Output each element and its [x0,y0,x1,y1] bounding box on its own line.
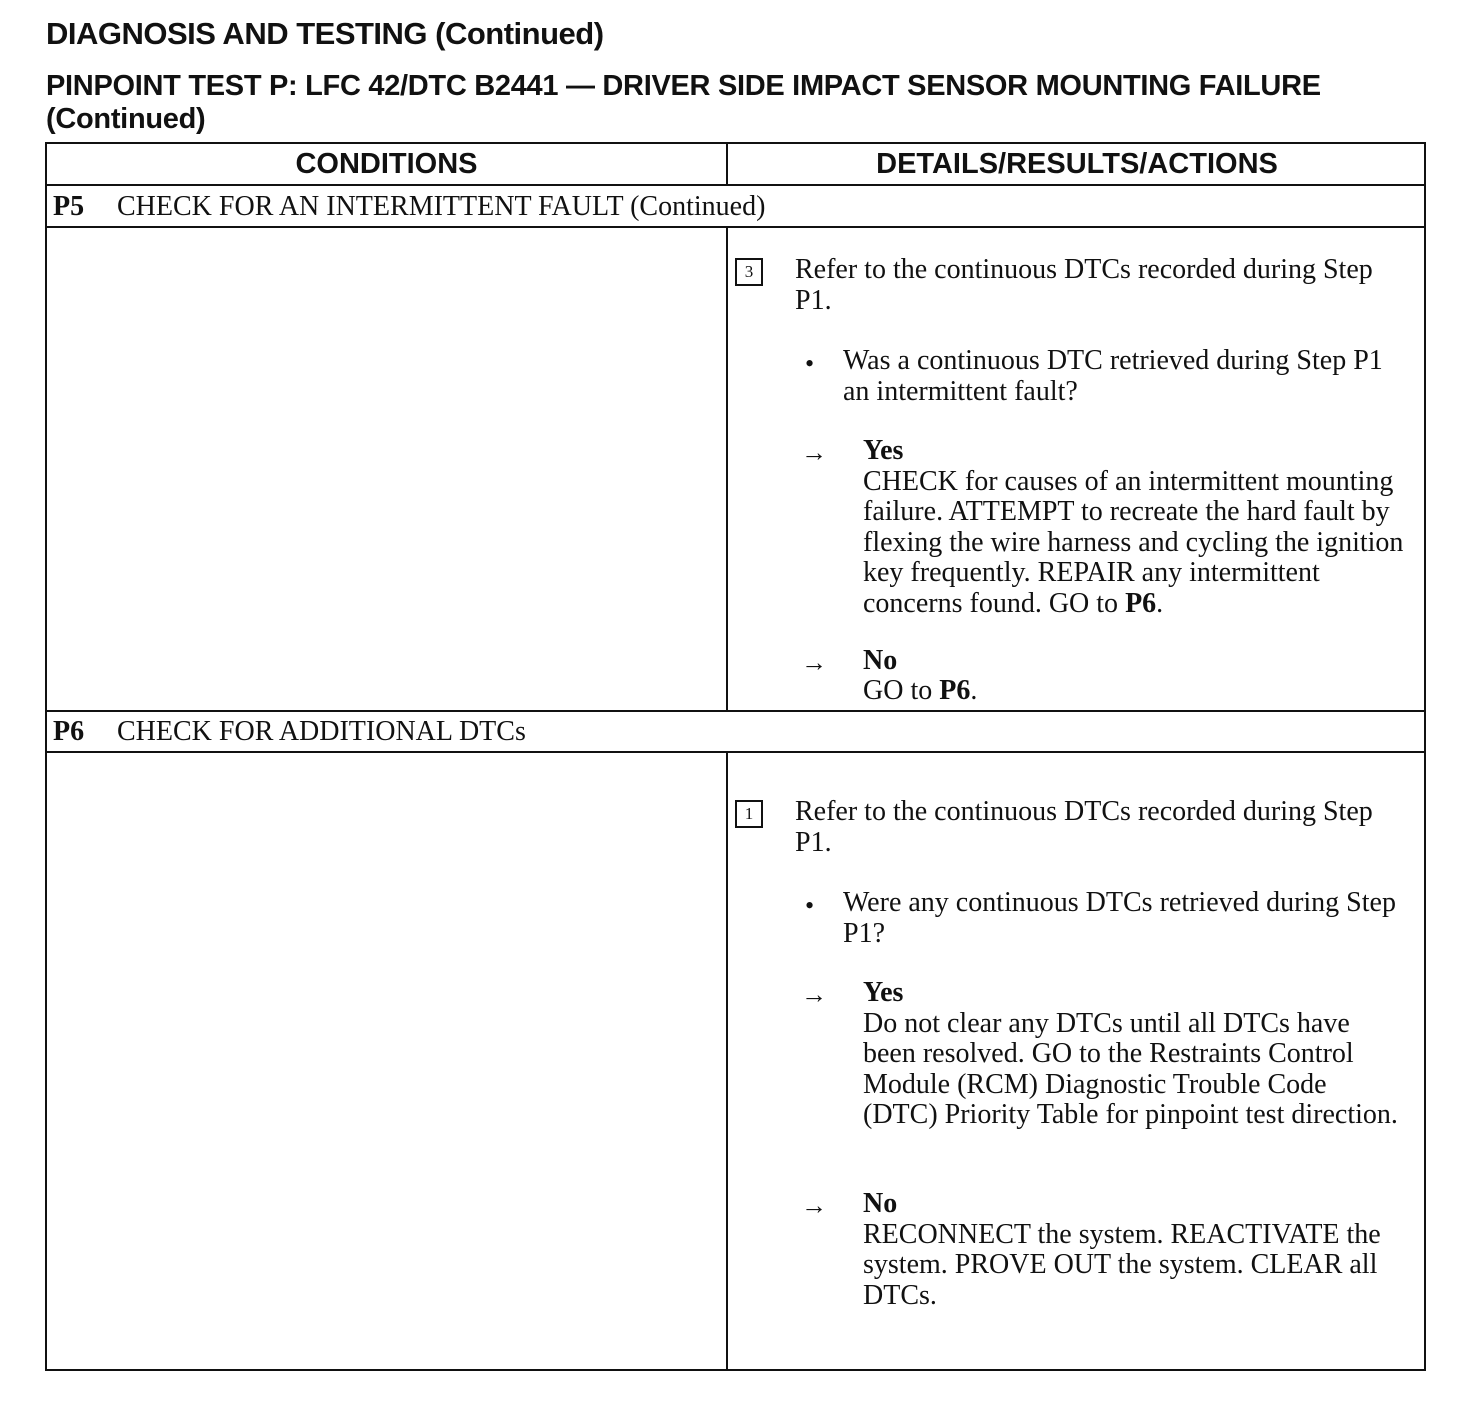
bullet-icon: • [805,891,815,920]
step-instruction: Refer to the continuous DTCs recorded during Step P1. [795,796,1373,858]
no-action: GO to [863,675,940,706]
no-action: RECONNECT the system. REACTIVATE the system. PROVE OUT the system. CLEAR all DTCs. [863,1218,1381,1311]
conditions-column-header: CONDITIONS [295,148,478,180]
yes-label: Yes [863,977,904,1008]
p6-details [735,796,1415,1356]
p6-heading [53,716,526,748]
pinpoint-test-table [45,142,1426,1371]
pinpoint-test-title: PINPOINT TEST P: LFC 42/DTC B2441 — DRIVER SIDE IMPACT SENSOR MOUNTING FAILURE (Continued) [46,70,1321,135]
step-question: Was a continuous DTC retrieved during Step P1 an intermittent fault? [843,345,1383,407]
yes-label: Yes [863,435,904,466]
no-label: No [863,645,898,676]
p6-column-divider [726,751,728,1371]
yes-action: CHECK for causes of an intermittent mounting failure. ATTEMPT to recreate the hard fault by flexing the wire harness and cycling the ignition key frequently. REPAIR any intermittent concerns found. GO to [863,465,1404,619]
p5-id: P5 [53,191,85,222]
p5-heading [53,191,765,223]
step-instruction: Refer to the continuous DTCs recorded during Step P1. [795,254,1373,316]
yes-result [863,436,1408,619]
p6-id: P6 [53,716,85,747]
page-title: DIAGNOSIS AND TESTING (Continued) [46,16,604,51]
p5-title: CHECK FOR AN INTERMITTENT FAULT (Continued) [117,191,766,222]
header-divider [47,184,1424,186]
p5-column-divider [726,226,728,710]
no-target: P6 [939,675,971,706]
arrow-right-icon: → [801,1191,827,1220]
p5-heading-divider [47,226,1424,228]
arrow-right-icon: → [801,438,827,467]
details-column-header: DETAILS/RESULTS/ACTIONS [876,148,1278,180]
yes-result [863,978,1408,1131]
step-question: Were any continuous DTCs retrieved during Step P1? [843,887,1396,949]
no-end: . [970,675,978,706]
yes-target: P6 [1125,587,1157,619]
no-label: No [863,1188,898,1219]
arrow-right-icon: → [801,980,827,1009]
p6-title: CHECK FOR ADDITIONAL DTCs [117,716,526,747]
p6-heading-divider [47,751,1424,753]
step-number-box: 1 [735,800,763,828]
arrow-right-icon: → [801,648,827,677]
bullet-icon: • [805,349,815,378]
p5-end-divider [47,710,1424,712]
no-result [863,1189,1408,1311]
p5-details [735,254,1415,710]
yes-action: Do not clear any DTCs until all DTCs have been resolved. GO to the Restraints Control Module (RCM) Diagnostic Trouble Code (DTC) Priority Table for pinpoint test direction. [863,1007,1398,1130]
step-number-box: 3 [735,258,763,286]
no-result [863,646,1408,706]
yes-end: . [1156,587,1164,619]
